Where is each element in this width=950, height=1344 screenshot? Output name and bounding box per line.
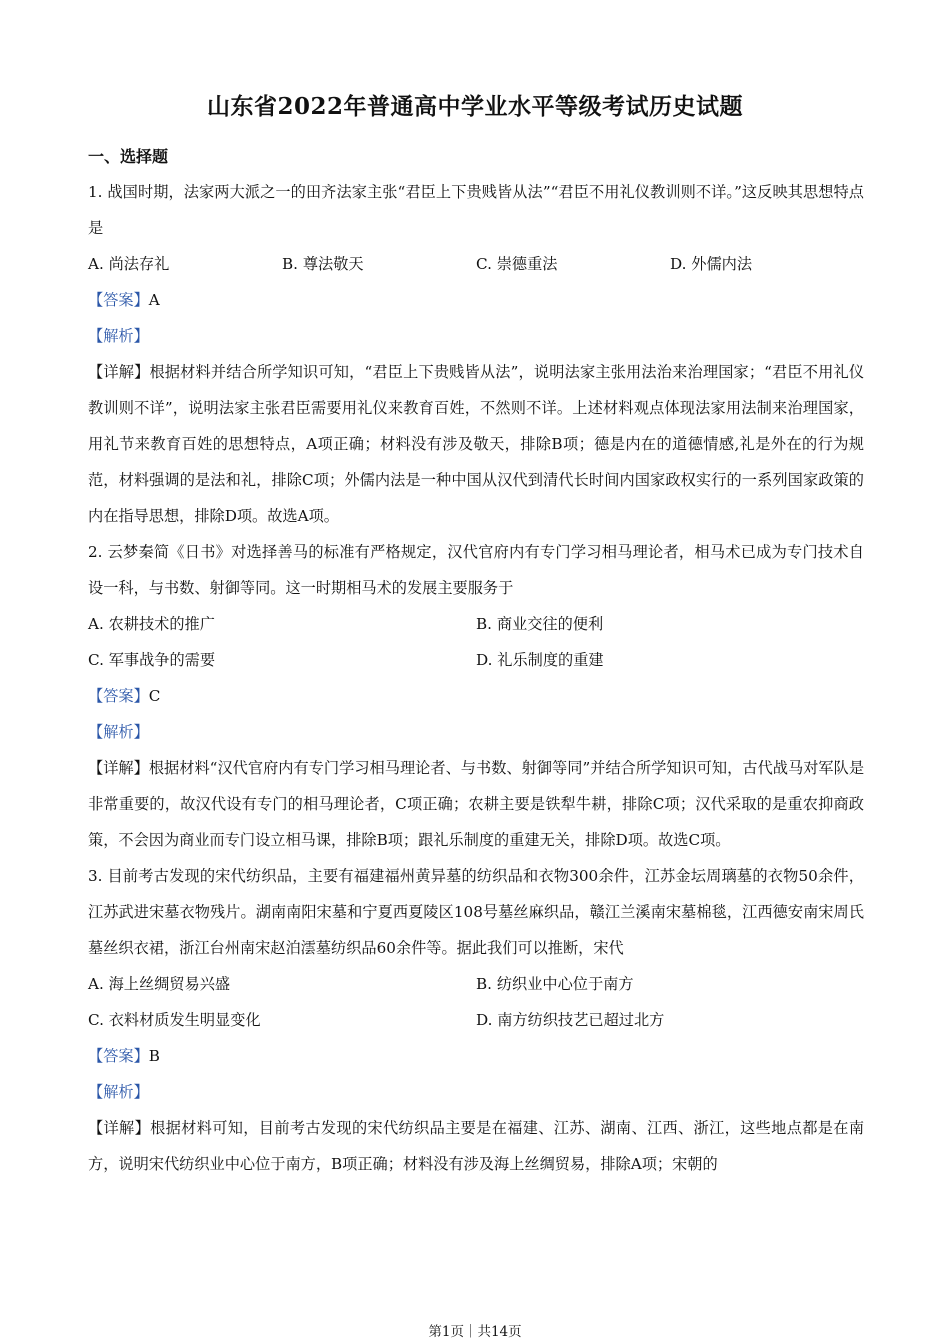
content-body	[88, 140, 864, 1182]
question-2-answer	[88, 678, 864, 714]
option-c: C. 军事战争的需要	[88, 651, 216, 669]
question-3-options-row-2	[88, 1002, 864, 1038]
question-1-answer	[88, 282, 864, 318]
question-3-stem: 3. 目前考古发现的宋代纺织品，主要有福建福州黄异墓的纺织品和衣物300余件，江苏金坛周璃墓的衣物50余件，江苏武进宋墓衣物残片。湖南南阳宋墓和宁夏西夏陵区108号墓丝麻织品，赣江兰溪南宋墓棉毯，江西德安南宋周氏墓丝织衣裙，浙江台州南宋赵泊澐墓纺织品60余件等。据此我们可以推断，宋代	[88, 867, 864, 957]
answer-value: B	[148, 1047, 160, 1065]
option-d: D. 外儒内法	[670, 255, 753, 273]
detail-tag: 【详解】	[88, 759, 149, 777]
question-3-answer	[88, 1038, 864, 1074]
option-b: B. 尊法敬天	[282, 255, 364, 273]
answer-tag: 【答案】	[88, 291, 149, 309]
detail-text: 根据材料可知，目前考古发现的宋代纺织品主要是在福建、江苏、湖南、江西、浙江，这些地点都是在南方，说明宋代纺织业中心位于南方，B项正确；材料没有涉及海上丝绸贸易，排除A项；宋朝的	[88, 1119, 865, 1173]
answer-value: A	[148, 291, 160, 309]
question-3-analysis	[88, 1074, 864, 1110]
option-d: D. 南方纺织技艺已超过北方	[476, 1011, 665, 1029]
analysis-tag: 【解析】	[88, 723, 149, 741]
question-3-options-row-1	[88, 966, 864, 1002]
question-1-analysis	[88, 318, 864, 354]
analysis-tag: 【解析】	[88, 1083, 149, 1101]
question-2-stem: 2. 云梦秦简《日书》对选择善马的标准有严格规定，汉代官府内有专门学习相马理论者，相马术已成为专门技术自设一科，与书数、射御等同。这一时期相马术的发展主要服务于	[88, 543, 864, 597]
question-2-detail	[88, 750, 864, 858]
question-2-options-row-1	[88, 606, 864, 642]
question-1-detail	[88, 354, 864, 534]
option-d: D. 礼乐制度的重建	[476, 651, 604, 669]
option-c: C. 崇德重法	[476, 255, 558, 273]
question-2-options-row-2	[88, 642, 864, 678]
answer-tag: 【答案】	[88, 1047, 149, 1065]
detail-text: 根据材料并结合所学知识可知，“君臣上下贵贱皆从法”，说明法家主张用法治来治理国家；“君臣不用礼仪教训则不详”，说明法家主张君臣需要用礼仪来教育百姓，不然则不详。上述材料观点体现法家用法制来治理国家，用礼节来教育百姓的思想特点，A项正确；材料没有涉及敬天，排除B项；德是内在的道德情感,礼是外在的行为规范，材料强调的是法和礼，排除C项；外儒内法是一种中国从汉代到清代长时间内国家政权实行的一系列国家政策的内在指导思想，排除D项。故选A项。	[88, 363, 865, 525]
page-footer: 第1页｜共14页	[428, 1324, 522, 1340]
option-a: A. 农耕技术的推广	[88, 615, 215, 633]
question-2-analysis	[88, 714, 864, 750]
option-b: B. 纺织业中心位于南方	[476, 975, 634, 993]
option-b: B. 商业交往的便利	[476, 615, 604, 633]
question-3-detail	[88, 1110, 864, 1182]
detail-tag: 【详解】	[88, 363, 150, 381]
question-1-options	[88, 246, 864, 282]
section-heading: 一、选择题	[88, 147, 169, 166]
detail-text: 根据材料“汉代官府内有专门学习相马理论者、与书数、射御等同”并结合所学知识可知，古代战马对军队是非常重要的，故汉代设有专门的相马理论者，C项正确；农耕主要是铁犁牛耕，排除C项；汉代采取的是重农抑商政策，不会因为商业而专门设立相马课，排除B项；跟礼乐制度的重建无关，排除D项。故选C项。	[88, 759, 865, 849]
question-1-stem: 1. 战国时期，法家两大派之一的田齐法家主张“君臣上下贵贱皆从法”“君臣不用礼仪教训则不详。”这反映其思想特点是	[88, 183, 864, 237]
option-a: A. 尚法存礼	[88, 255, 170, 273]
detail-tag: 【详解】	[88, 1119, 151, 1137]
analysis-tag: 【解析】	[88, 327, 149, 345]
option-c: C. 衣料材质发生明显变化	[88, 1011, 261, 1029]
option-a: A. 海上丝绸贸易兴盛	[88, 975, 231, 993]
page-title: 山东省2022年普通高中学业水平等级考试历史试题	[206, 93, 743, 120]
answer-value: C	[148, 687, 161, 705]
answer-tag: 【答案】	[88, 687, 149, 705]
